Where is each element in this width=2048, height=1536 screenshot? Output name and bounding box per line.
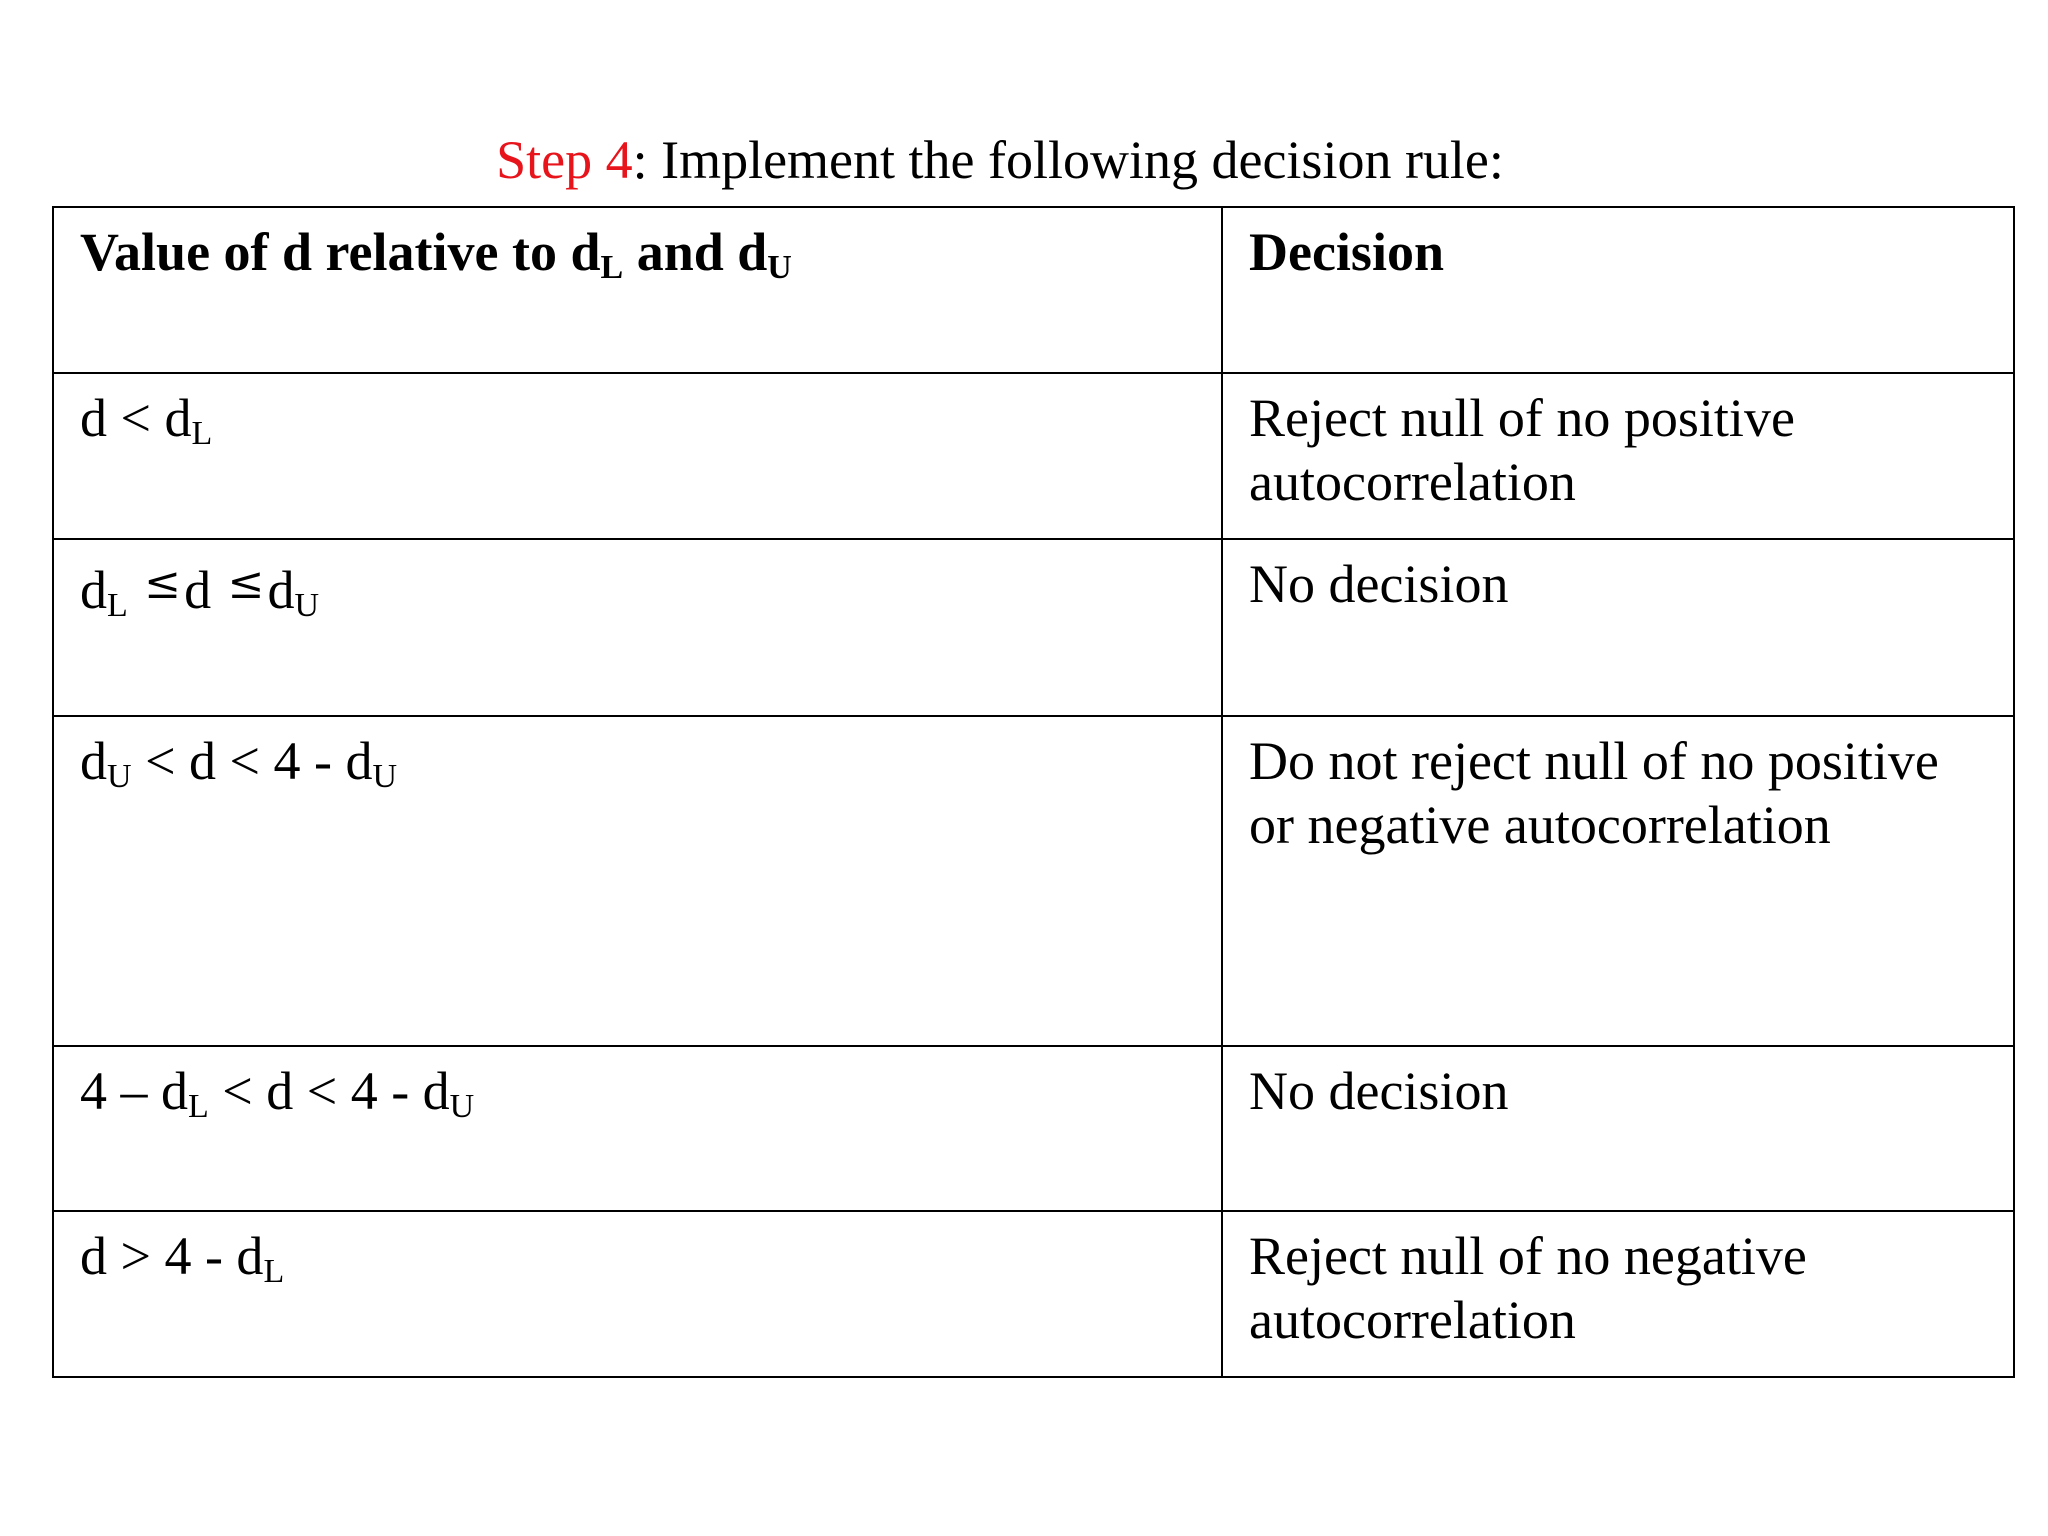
table-header-row	[53, 207, 2014, 373]
table-row	[53, 1046, 2014, 1211]
condition-cell	[53, 539, 1222, 716]
table-row	[53, 1211, 2014, 1377]
table-row	[53, 539, 2014, 716]
value-header-text: and d	[623, 222, 768, 282]
decision-cell: Reject null of no negative autocorrelation	[1222, 1211, 2014, 1377]
condition-cell	[53, 716, 1222, 1046]
subscript: L	[188, 1088, 209, 1125]
subscript: L	[107, 587, 128, 624]
subscript: U	[372, 758, 398, 795]
decision-cell: No decision	[1222, 539, 2014, 716]
subscript: U	[767, 249, 792, 286]
condition-cell	[53, 1046, 1222, 1211]
condition-cell	[53, 373, 1222, 539]
condition-text: < d < 4 - d	[131, 731, 373, 791]
table-row	[53, 373, 2014, 539]
condition-text: d	[80, 560, 107, 620]
decision-column-header: Decision	[1222, 207, 2014, 373]
subscript: U	[294, 587, 320, 624]
subscript: L	[191, 415, 213, 452]
decision-cell: No decision	[1222, 1046, 2014, 1211]
condition-text: 4 – d	[80, 1061, 188, 1121]
decision-cell: Reject null of no positive autocorrelation	[1222, 373, 2014, 539]
decision-rule-table	[52, 206, 2015, 1378]
subscript: L	[263, 1253, 285, 1290]
decision-cell: Do not reject null of no positive or negative autocorrelation	[1222, 716, 2014, 1046]
less-equal-symbol: ≤	[144, 558, 182, 609]
subscript: L	[600, 249, 624, 286]
condition-text: d < d	[80, 388, 192, 448]
step-label: Step 4	[496, 130, 633, 190]
subscript: U	[449, 1088, 475, 1125]
step-instruction: : Implement the following decision rule:	[632, 130, 1504, 190]
value-column-header	[53, 207, 1222, 373]
condition-text: d > 4 - d	[80, 1226, 264, 1286]
table-row	[53, 716, 2014, 1046]
condition-text: d	[184, 560, 212, 620]
condition-text: < d < 4 - d	[208, 1061, 450, 1121]
condition-text: d	[80, 731, 107, 791]
less-equal-symbol: ≤	[227, 558, 265, 609]
subscript: U	[107, 758, 132, 795]
value-header-text: Value of d relative to d	[80, 222, 601, 282]
step-heading	[0, 128, 2000, 192]
condition-cell	[53, 1211, 1222, 1377]
condition-text: d	[267, 560, 295, 620]
